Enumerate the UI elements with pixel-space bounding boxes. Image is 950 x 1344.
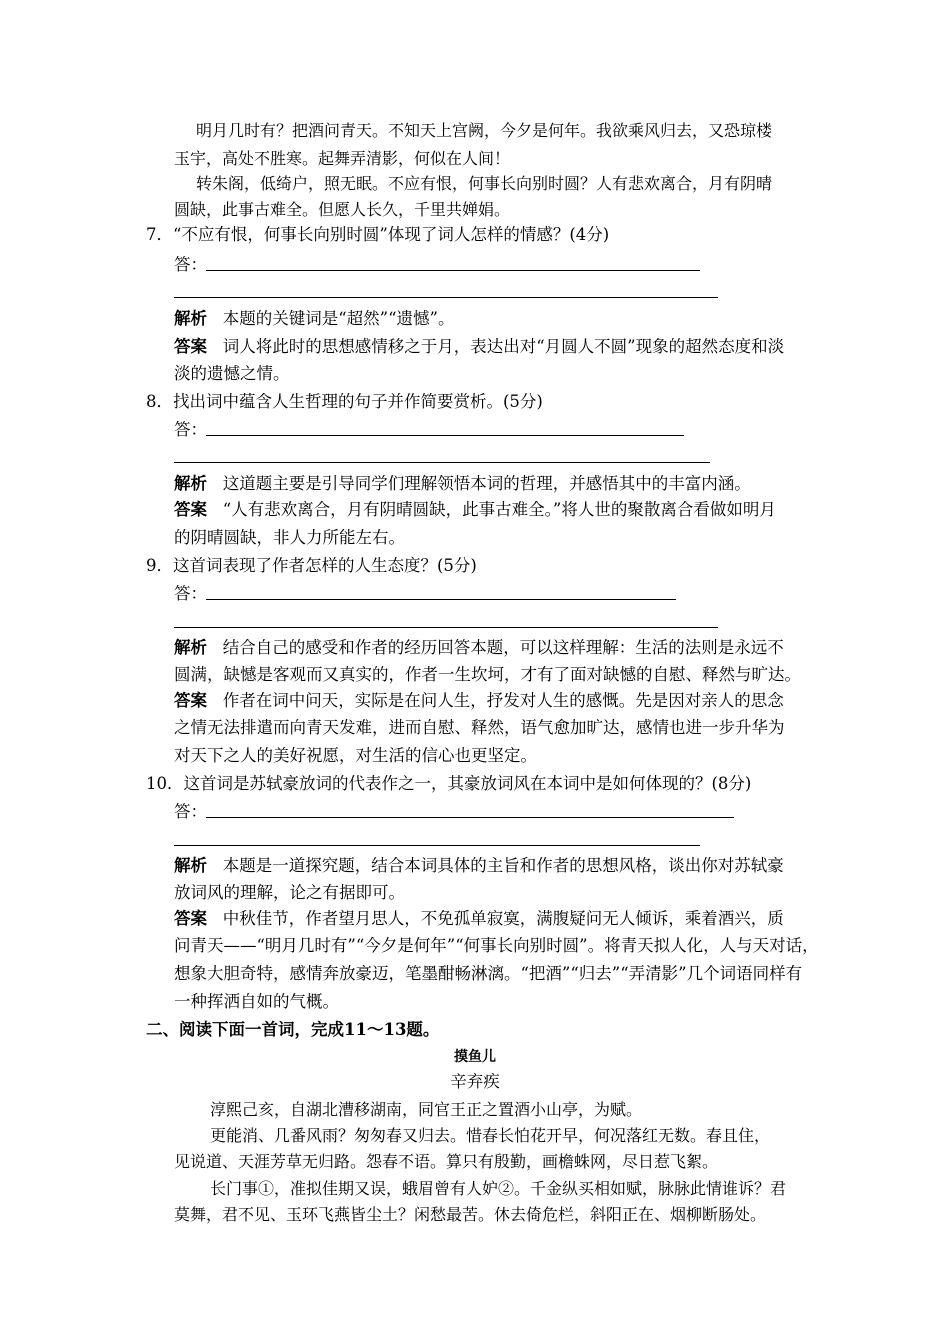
answer-text: “人有悲欢离合，月有阴晴圆缺，此事古难全。”将人世的聚散离合看做如明月 — [222, 500, 776, 519]
answer-text: 之情无法排遣而向青天发难，进而自慰、释然，语气愈加旷达，感情也进一步升华为 — [174, 718, 785, 737]
answer-line[interactable] — [174, 462, 710, 463]
answer-text: 想象大胆奇特，感情奔放豪迈，笔墨酣畅淋漓。“把酒”“归去”“弄清影”几个词语同样有 — [174, 964, 803, 983]
answer-line[interactable] — [174, 845, 700, 846]
question-number: 10． — [146, 774, 184, 793]
poem-line: 明月几时有？把酒问青天。不知天上宫阙，今夕是何年。我欲乘风归去，又恐琼楼 — [196, 121, 773, 140]
answer-prefix: 答： — [174, 420, 207, 439]
answer-text: 问青天——“明月几时有”“今夕是何年”“何事长向别时圆”。将青天拟人化，人与天对话， — [174, 936, 819, 955]
answer-label: 答案 — [174, 909, 207, 928]
analysis-block — [174, 634, 784, 661]
answer-label: 答案 — [174, 500, 207, 519]
answer-block — [174, 905, 784, 932]
question-10 — [146, 770, 751, 797]
answer-label: 答案 — [174, 691, 207, 710]
analysis-block — [174, 305, 455, 332]
question-7 — [146, 221, 609, 248]
answer-block — [174, 496, 776, 523]
poem-line: 更能消、几番风雨？匆匆春又归去。惜春长怕花开早，何况落红无数。春且住， — [210, 1126, 771, 1145]
analysis-block — [174, 852, 784, 879]
answer-line[interactable] — [206, 270, 700, 271]
analysis-label: 解析 — [174, 638, 207, 657]
poem-line: 转朱阁，低绮户，照无眠。不应有恨，何事长向别时圆？人有悲欢离合，月有阴晴 — [196, 174, 773, 193]
question-text: 这首词表现了作者怎样的人生态度？(5分) — [173, 556, 477, 575]
question-text: 这首词是苏轼豪放词的代表作之一，其豪放词风在本词中是如何体现的？(8分) — [183, 774, 752, 793]
answer-prefix: 答： — [174, 255, 207, 274]
answer-text: 词人将此时的思想感情移之于月，表达出对“月圆人不圆”现象的超然态度和淡 — [222, 337, 785, 356]
answer-prefix: 答： — [174, 584, 207, 603]
answer-line[interactable] — [206, 817, 734, 818]
answer-text: 淡的遗憾之情。 — [174, 364, 290, 383]
analysis-text: 结合自己的感受和作者的经历回答本题，可以这样理解：生活的法则是永远不 — [222, 638, 784, 657]
question-text: 找出词中蕴含人生哲理的句子并作简要赏析。(5分) — [173, 392, 543, 411]
poem-line: 见说道、天涯芳草无归路。怨春不语。算只有殷勤，画檐蛛网，尽日惹飞絮。 — [174, 1152, 719, 1171]
analysis-text: 本题的关键词是“超然”“遗憾”。 — [222, 309, 455, 328]
poem-line: 莫舞，君不见、玉环飞燕皆尘土？闲愁最苦。休去倚危栏，斜阳正在、烟柳断肠处。 — [174, 1205, 767, 1224]
answer-prefix: 答： — [174, 802, 207, 821]
answer-line[interactable] — [206, 435, 684, 436]
question-8 — [146, 388, 543, 415]
answer-text: 中秋佳节，作者望月思人，不免孤单寂寞，满腹疑问无人倾诉，乘着酒兴，质 — [222, 909, 784, 928]
question-number: 7． — [146, 225, 173, 244]
answer-label: 答案 — [174, 337, 207, 356]
poem-line: 圆缺，此事古难全。但愿人长久，千里共婵娟。 — [174, 200, 511, 219]
answer-line[interactable] — [174, 627, 718, 628]
analysis-label: 解析 — [174, 474, 207, 493]
analysis-label: 解析 — [174, 856, 207, 875]
analysis-text: 放词风的理解，论之有据即可。 — [174, 883, 405, 902]
section-heading: 二、阅读下面一首词，完成11～13题。 — [146, 1020, 440, 1039]
answer-text: 作者在词中问天，实际是在问人生，抒发对人生的感慨。先是因对亲人的思念 — [222, 691, 784, 710]
question-9 — [146, 552, 477, 579]
analysis-text: 圆满，缺憾是客观而又真实的，作者一生坎坷，才有了面对缺憾的自慰、释然与旷达。 — [174, 665, 801, 684]
analysis-label: 解析 — [174, 309, 207, 328]
analysis-text: 本题是一道探究题，结合本词具体的主旨和作者的思想风格，谈出你对苏轼豪 — [222, 856, 784, 875]
answer-line[interactable] — [206, 599, 676, 600]
answer-block — [174, 687, 784, 714]
answer-text: 对天下之人的美好祝愿，对生活的信心也更坚定。 — [174, 746, 537, 765]
answer-block — [174, 333, 784, 360]
answer-text: 一种挥洒自如的气概。 — [174, 992, 339, 1011]
question-number: 9． — [146, 556, 173, 575]
poem-preface: 淳熙己亥，自湖北漕移湖南，同官王正之置酒小山亭，为赋。 — [210, 1100, 643, 1119]
analysis-text: 这道题主要是引导同学们理解领悟本词的哲理，并感悟其中的丰富内涵。 — [222, 474, 751, 493]
question-text: “不应有恨，何事长向别时圆”体现了词人怎样的情感？(4分) — [173, 225, 610, 244]
answer-line[interactable] — [174, 297, 718, 298]
poem-line: 玉宇，高处不胜寒。起舞弄清影，何似在人间！ — [174, 149, 511, 168]
question-number: 8． — [146, 392, 173, 411]
poem-line: 长门事①，准拟佳期又误，蛾眉曾有人妒②。千金纵买相如赋，脉脉此情谁诉？君 — [210, 1179, 787, 1198]
poem-title: 摸鱼儿 — [454, 1049, 496, 1065]
answer-text: 的阴晴圆缺，非人力所能左右。 — [174, 528, 405, 547]
analysis-block — [174, 470, 751, 497]
poem-author: 辛弃疾 — [450, 1072, 500, 1091]
